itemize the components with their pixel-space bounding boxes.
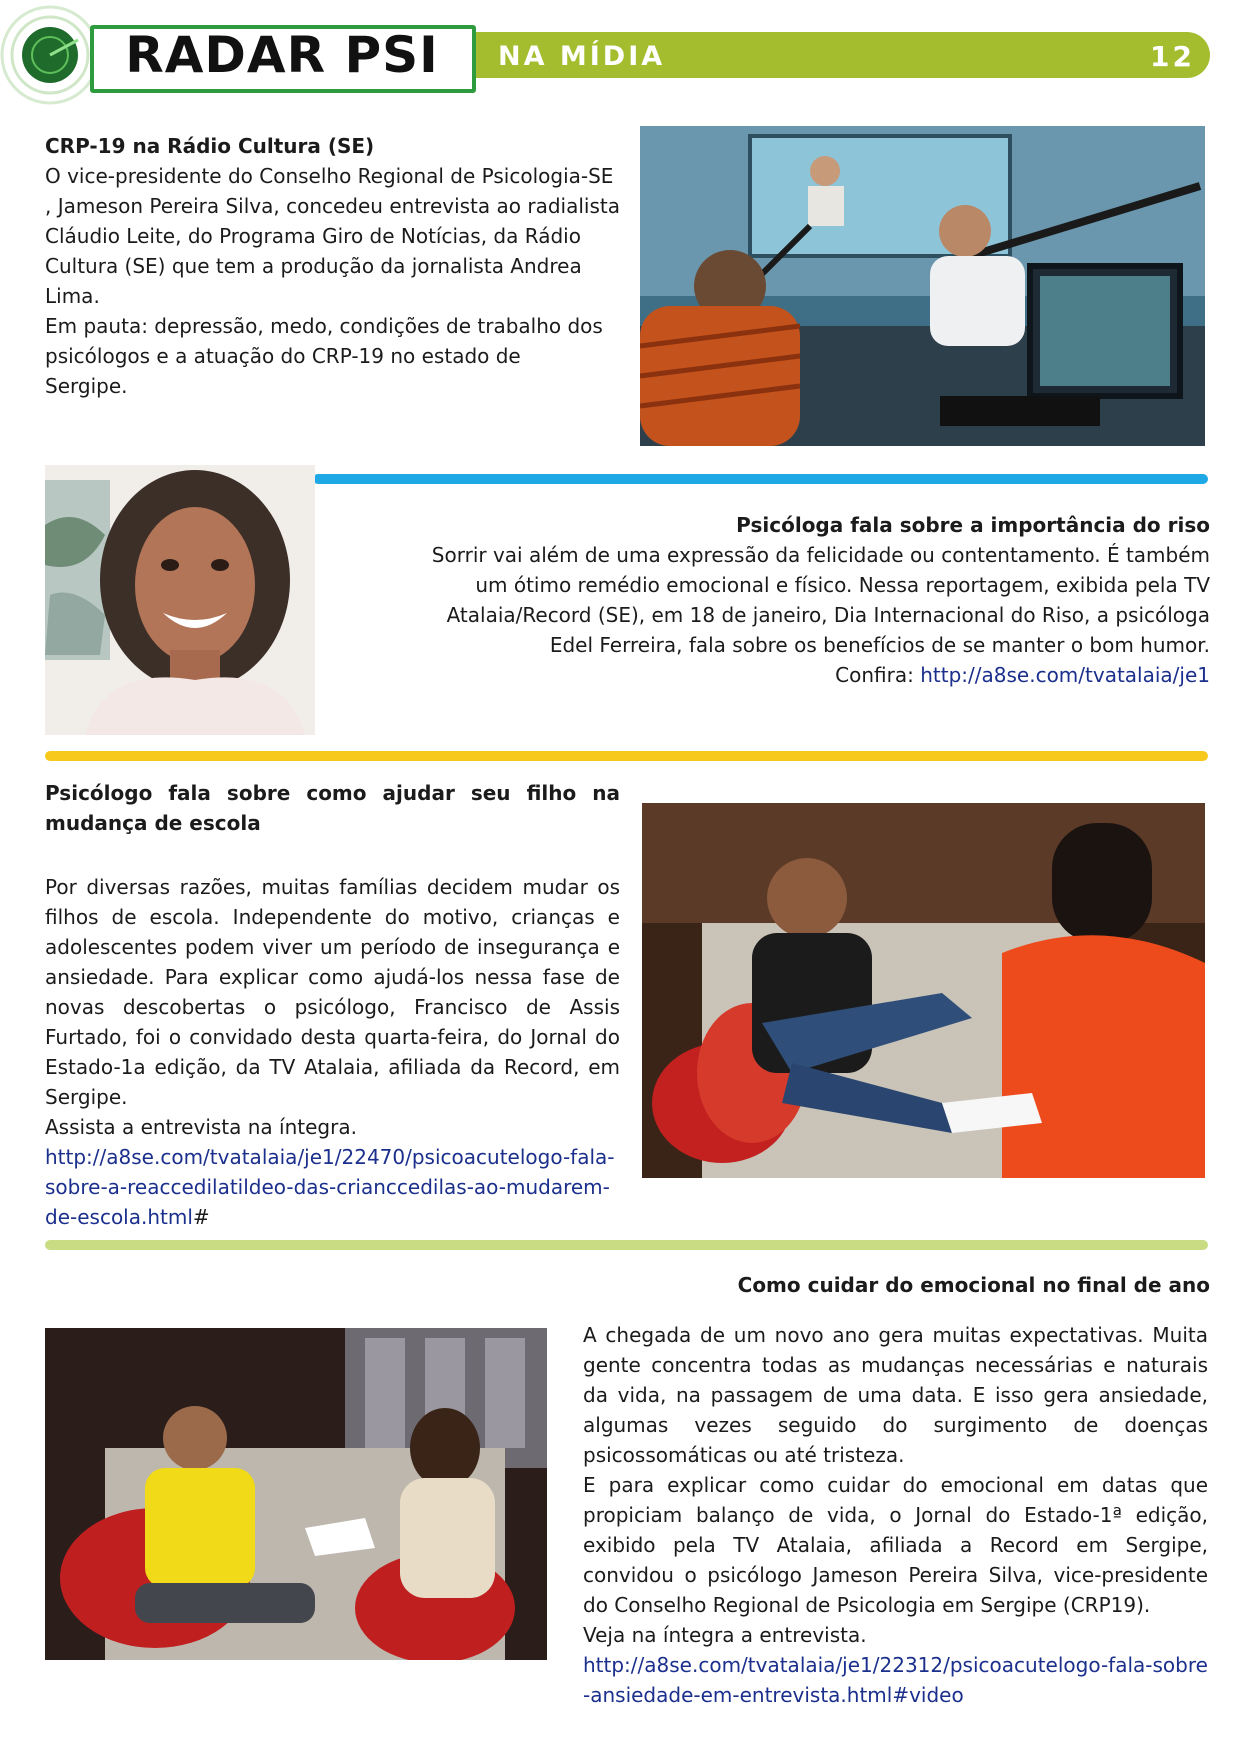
- article2-link-prefix: Confira:: [835, 663, 921, 687]
- divider-yellow: [45, 751, 1208, 761]
- psychologist-portrait-photo: [45, 465, 315, 735]
- article4-title: Como cuidar do emocional no final de ano: [737, 1273, 1210, 1297]
- article4-link[interactable]: http://a8se.com/tvatalaia/je1/22312/psicoacutelogo-fala-sobre-ansiedade-em-entrevista.html#video: [583, 1653, 1208, 1707]
- article1-title: CRP-19 na Rádio Cultura (SE): [45, 134, 375, 158]
- page-number: 12: [1150, 40, 1195, 73]
- section-title: NA MÍDIA: [498, 41, 666, 72]
- article4-paragraph1: A chegada de um novo ano gera muitas expectativas. Muita gente concentra todas as mudanças necessárias e naturais da vida, na passagem de uma data. E isso gera ansiedade, algumas vezes seguido do surgimento de doenças psicossomáticas ou até tristeza.: [583, 1323, 1208, 1467]
- divider-blue: [313, 474, 1208, 484]
- article3-cta: Assista a entrevista na íntegra.: [45, 1115, 357, 1139]
- article3-link[interactable]: http://a8se.com/tvatalaia/je1/22470/psicoacutelogo-fala-sobre-a-reaccedilatildeo-das-crianccedilas-ao-mudarem-de-escola.html: [45, 1145, 615, 1229]
- article2-link[interactable]: http://a8se.com/tvatalaia/je1: [920, 663, 1210, 687]
- article3-title: Psicólogo fala sobre como ajudar seu filho na mudança de escola: [45, 781, 620, 835]
- article2-body: Sorrir vai além de uma expressão da felicidade ou contentamento. É também um ótimo remédio emocional e físico. Nessa reportagem, exibida pela TV Atalaia/Record (SE), em 18 de janeiro, Dia Internacional do Riso, a psicóloga Edel Ferreira, fala sobre os benefícios de se manter o bom humor.: [431, 543, 1210, 657]
- article2-title: Psicóloga fala sobre a importância do riso: [736, 513, 1210, 537]
- radio-studio-photo: [640, 126, 1205, 446]
- article2-link-line: [420, 660, 1210, 690]
- article4-cta: Veja na íntegra a entrevista.: [583, 1623, 867, 1647]
- article1-paragraph1: O vice-presidente do Conselho Regional de Psicologia-SE , Jameson Pereira Silva, concedeu entrevista ao radialista Cláudio Leite, do Programa Giro de Notícias, da Rádio Cultura (SE) que tem a produção da jornalista Andrea Lima.: [45, 164, 620, 308]
- tv-interview-photo-1: [642, 803, 1205, 1178]
- article1-paragraph2: Em pauta: depressão, medo, condições de trabalho dos psicólogos e a atuação do CRP-19 no estado de Sergipe.: [45, 314, 603, 398]
- article3-link-suffix: #: [192, 1205, 210, 1229]
- article3-link-line: [45, 1142, 620, 1232]
- radar-psi-logo: RADAR PSI: [125, 26, 439, 84]
- tv-interview-photo-2: [45, 1328, 547, 1660]
- article4-paragraph2: E para explicar como cuidar do emocional em datas que propiciam balanço de vida, o Jornal do Estado-1ª edição, exibido pela TV Atalaia, afiliada a Record em Sergipe, convidou o psicólogo Jameson Pereira Silva, vice-presidente do Conselho Regional de Psicologia em Sergipe (CRP19).: [583, 1473, 1208, 1617]
- divider-lightgreen: [45, 1240, 1208, 1250]
- article3-body: Por diversas razões, muitas famílias decidem mudar os filhos de escola. Independente do motivo, crianças e adolescentes podem viver um período de insegurança e ansiedade. Para explicar como ajudá-los nessa fase de novas descobertas o psicólogo, Francisco de Assis Furtado, foi o convidado desta quarta-feira, do Jornal do Estado-1a edição, da TV Atalaia, afiliada da Record, em Sergipe.: [45, 875, 620, 1109]
